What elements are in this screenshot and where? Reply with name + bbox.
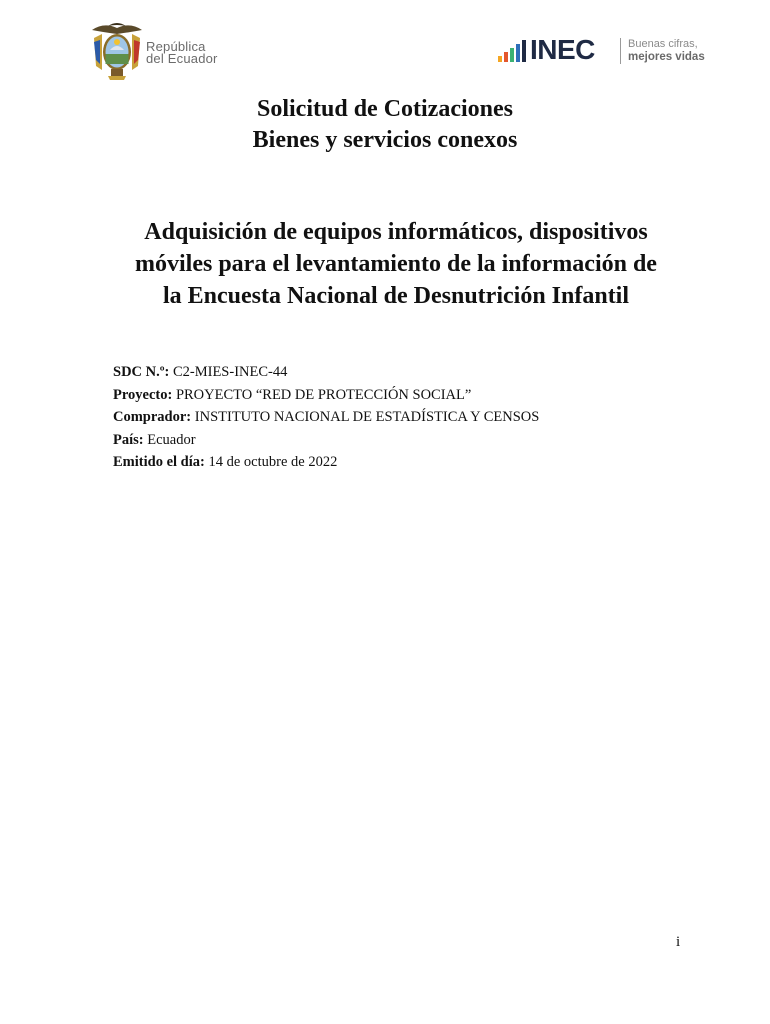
inec-logo (498, 36, 718, 70)
tagline-line2: mejores vidas (628, 51, 705, 63)
detail-row-pais (113, 429, 713, 452)
ecuador-coat-of-arms-icon (88, 20, 146, 82)
logo-text-line2: del Ecuador (146, 51, 218, 66)
republica-ecuador-logo (88, 20, 238, 82)
detail-label: Proyecto: (113, 386, 173, 403)
detail-row-comprador (113, 406, 713, 429)
detail-row-sdc (113, 361, 713, 384)
title-line1: Solicitud de Cotizaciones (257, 96, 513, 122)
detail-value: C2-MIES-INEC-44 (172, 364, 288, 380)
document-subject (80, 216, 712, 312)
detail-label: Comprador: (113, 409, 192, 425)
subject-line1: Adquisición de equipos informáticos, dispositivos (144, 219, 648, 245)
logo-divider (620, 38, 621, 64)
detail-value: 14 de octubre de 2022 (208, 454, 338, 470)
page-header (0, 0, 770, 90)
detail-value: Ecuador (147, 431, 196, 448)
document-details (113, 361, 713, 474)
page-number: i (676, 934, 681, 950)
inec-wordmark: INEC (530, 34, 595, 65)
detail-label: SDC N.º: (113, 364, 170, 380)
detail-label: Emitido el día: (113, 454, 205, 470)
detail-label: País: (113, 431, 144, 448)
republica-ecuador-text (146, 41, 218, 65)
logo-text-line1: República (146, 39, 206, 54)
tagline-line1: Buenas cifras, (628, 38, 698, 50)
inec-tagline (628, 38, 705, 64)
subject-line3: la Encuesta Nacional de Desnutrición Infantil (162, 283, 630, 309)
detail-value: INSTITUTO NACIONAL DE ESTADÍSTICA Y CENSOS (194, 409, 540, 425)
document-title (0, 94, 770, 156)
detail-row-proyecto (113, 384, 713, 407)
bar-chart-logo-icon (498, 40, 532, 62)
title-line2: Bienes y servicios conexos (252, 127, 518, 153)
subject-line2: móviles para el levantamiento de la información de (135, 251, 657, 277)
detail-row-emitido (113, 451, 713, 474)
detail-value: PROYECTO “RED DE PROTECCIÓN SOCIAL” (175, 386, 472, 403)
